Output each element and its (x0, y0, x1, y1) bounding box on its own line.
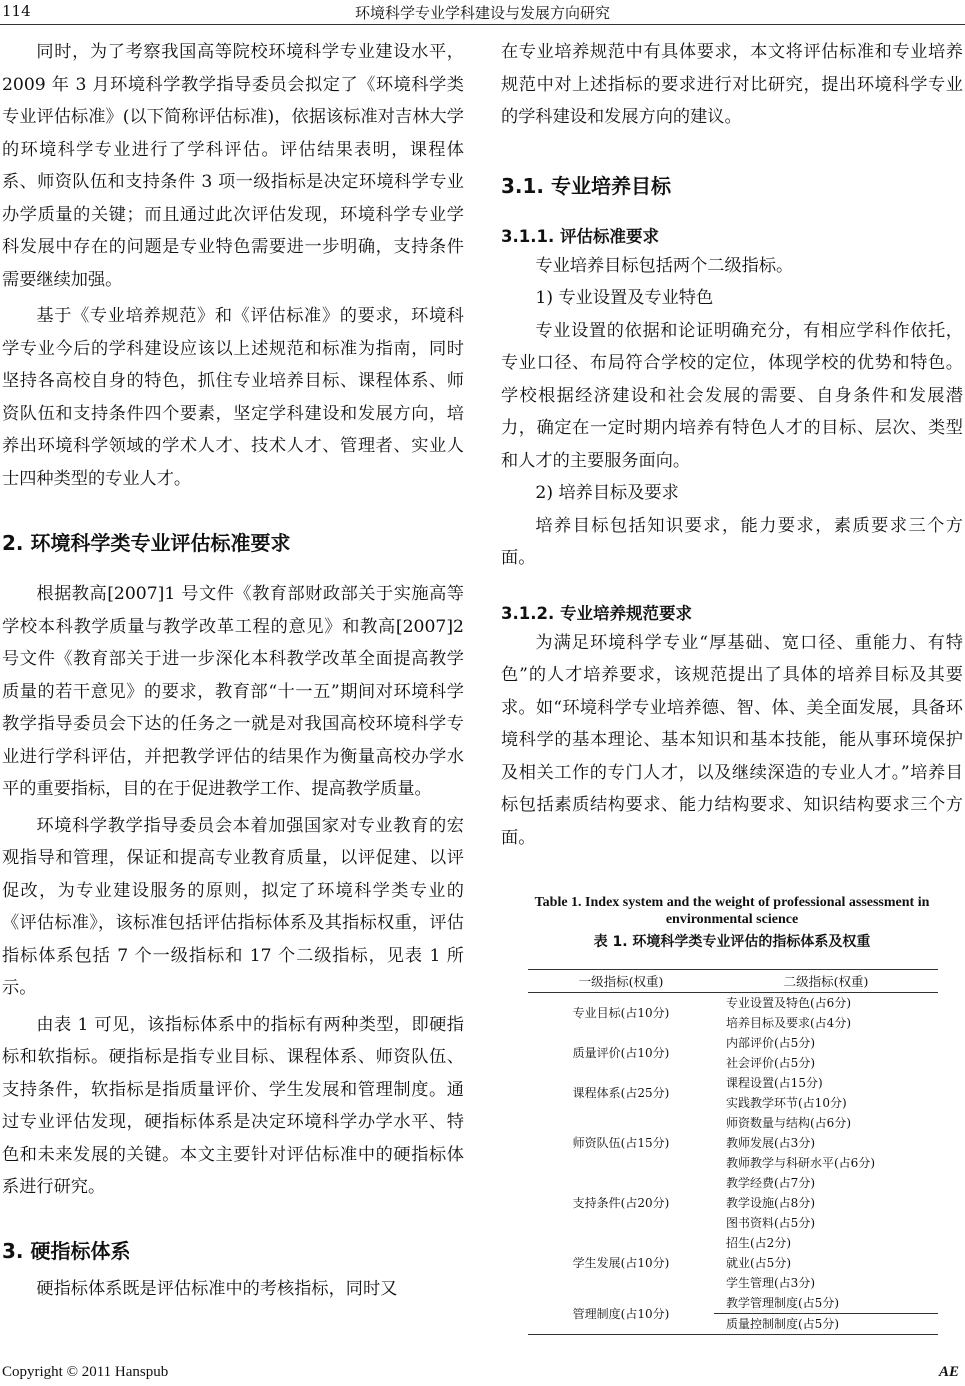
section-heading: 3.1. 专业培养目标 (501, 173, 671, 198)
paragraph: 硬指标体系既是评估标准中的考核指标，同时又 (36, 1278, 398, 1299)
level1-indicator: 质量评价(占10分) (572, 1046, 670, 1060)
page-header (0, 0, 965, 25)
level2-indicator: 专业设置及特色(占6分) (726, 996, 851, 1010)
paragraph: 基于《专业培养规范》和《评估标准》的要求，环境科学专业今后的学科建设应该以上述规范和标准为指南，同时坚持各高校自身的特色，抓住专业培养目标、课程体系、师资队伍和支持条件四个要素，坚定学科建设和发展方向，培养出环境科学领域的学术人才、技术人才、管理者、实业人士四种类型的专业人才。 (2, 306, 464, 489)
paragraph: 培养目标包括知识要求，能力要求，素质要求三个方面。 (501, 515, 963, 568)
table-body (528, 993, 938, 1335)
level2-indicator: 教学设施(占8分) (726, 1196, 815, 1210)
table-row (528, 1073, 938, 1093)
level1-indicator: 课程体系(占25分) (572, 1086, 670, 1100)
section-heading: 2. 环境科学类专业评估标准要求 (2, 531, 291, 555)
table-header-row (528, 970, 938, 993)
paragraph: 同时，为了考察我国高等院校环境科学专业建设水平，2009 年 3 月环境科学教学指导委员会拟定了《环境科学类专业评估标准》(以下简称评估标准)，依据该标准对吉林大学的环境科学专业进行了学科评估。评估结果表明，课程体系、师资队伍和支持条件 3 项一级指标是决定环境科学专业办学质量的关键；而且通过此次评估发现，环境科学专业学科发展中存在的问题是专业特色需要进一步明确，支持条件需要继续加强。 (2, 42, 464, 290)
paragraph: 由表 1 可见，该指标体系中的指标有两种类型，即硬指标和软指标。硬指标是指专业目标、课程体系、师资队伍、支持条件，软指标是指质量评价、学生发展和管理制度。通过专业评估发现，硬指标体系是决定环境科学办学水平、特色和未来发展的关键。本文主要针对评估标准中的硬指标体系进行研究。 (2, 1014, 464, 1197)
table-row (528, 1033, 938, 1053)
level2-indicator: 招生(占2分) (726, 1236, 791, 1250)
level2-indicator: 培养目标及要求(占4分) (726, 1016, 851, 1030)
table-caption-en: Table 1. Index system and the weight of professional assessment in environmental science (534, 895, 930, 927)
level2-indicator: 图书资料(占5分) (726, 1216, 815, 1230)
level2-indicator: 学生管理(占3分) (726, 1276, 815, 1290)
level2-indicator: 就业(占5分) (726, 1256, 791, 1270)
section-heading: 3. 硬指标体系 (2, 1238, 131, 1263)
level2-indicator: 师资数量与结构(占6分) (726, 1116, 851, 1130)
column-header-level2: 二级指标(权重) (714, 970, 938, 993)
level2-indicator: 教师发展(占3分) (726, 1136, 815, 1150)
column-header-level1: 一级指标(权重) (528, 970, 714, 993)
paragraph: 1) 专业设置及专业特色 (535, 288, 714, 308)
level2-indicator: 内部评价(占5分) (726, 1036, 815, 1050)
level1-indicator: 支持条件(占20分) (572, 1196, 670, 1210)
subsection-heading: 3.1.1. 评估标准要求 (501, 226, 659, 246)
paragraph: 专业设置的依据和论证明确充分，有相应学科作依托，专业口径、布局符合学校的定位，体现学校的优势和特色。学校根据经济建设和社会发展的需要、自身条件和发展潜力，确定在一定时期内培养有特色人才的目标、层次、类型和人才的主要服务面向。 (501, 320, 963, 471)
level1-indicator: 学生发展(占10分) (572, 1256, 670, 1270)
table-row (528, 1173, 938, 1193)
paragraph: 2) 培养目标及要求 (535, 483, 679, 503)
paragraph: 为满足环境科学专业“厚基础、宽口径、重能力、有特色”的人才培养要求，该规范提出了具体的培养目标及其要求。如“环境科学专业培养德、智、体、美全面发展，具备环境科学的基本理论、基本知识和基本技能，能从事环境保护及相关工作的专门人才，以及继续深造的专业人才。”培养目标包括素质结构要求、能力结构要求、知识结构要求三个方面。 (501, 632, 963, 848)
table-row (528, 1113, 938, 1133)
level2-indicator: 教学经费(占7分) (726, 1176, 815, 1190)
level2-indicator: 质量控制制度(占5分) (714, 1314, 938, 1335)
level1-indicator: 专业目标(占10分) (572, 1006, 670, 1020)
running-title: 环境科学专业学科建设与发展方向研究 (354, 4, 610, 22)
paragraph: 环境科学教学指导委员会本着加强国家对专业教育的宏观指导和管理，保证和提高专业教育质量，以评促建、以评促改，为专业建设服务的原则，拟定了环境科学类专业的《评估标准》，该标准包括评估指标体系及其指标权重，评估指标体系包括 7 个一级指标和 17 个二级指标，见表 1 所示。 (2, 815, 464, 998)
page-number: 114 (2, 2, 31, 20)
level1-indicator: 管理制度(占10分) (528, 1293, 714, 1335)
copyright: Copyright © 2011 Hanspub (2, 1364, 169, 1380)
left-column (2, 36, 464, 1305)
index-table (528, 969, 938, 1335)
subsection-heading: 3.1.2. 专业培养规范要求 (501, 603, 692, 623)
level2-indicator: 实践教学环节(占10分) (726, 1096, 847, 1110)
level1-indicator: 师资队伍(占15分) (572, 1136, 670, 1150)
level2-indicator: 教学管理制度(占5分) (714, 1293, 938, 1314)
level2-indicator: 社会评价(占5分) (726, 1056, 815, 1070)
journal-abbrev: AE (938, 1364, 959, 1380)
level2-indicator: 课程设置(占15分) (726, 1076, 823, 1090)
paragraph: 根据教高[2007]1 号文件《教育部财政部关于实施高等学校本科教学质量与教学改革工程的意见》和教高[2007]2 号文件《教育部关于进一步深化本科教学改革全面提高教学质量的若干意见》的要求，教育部“十一五”期间对环境科学教学指导委员会下达的任务之一就是对我国高校环境科学专业进行学科评估，并把教学评估的结果作为衡量高校办学水平的重要指标，目的在于促进教学工作、提高教学质量。 (2, 584, 464, 799)
table-row (528, 1233, 938, 1253)
paragraph: 在专业培养规范中有具体要求，本文将评估标准和专业培养规范中对上述指标的要求进行对比研究，提出环境科学专业的学科建设和发展方向的建议。 (501, 42, 963, 127)
level2-indicator: 教师教学与科研水平(占6分) (726, 1156, 875, 1170)
table-caption-zh: 表 1. 环境科学类专业评估的指标体系及权重 (593, 934, 871, 950)
paragraph: 专业培养目标包括两个二级指标。 (535, 255, 794, 276)
right-column (501, 36, 963, 1335)
table-row (528, 1293, 938, 1314)
table-row (528, 993, 938, 1014)
